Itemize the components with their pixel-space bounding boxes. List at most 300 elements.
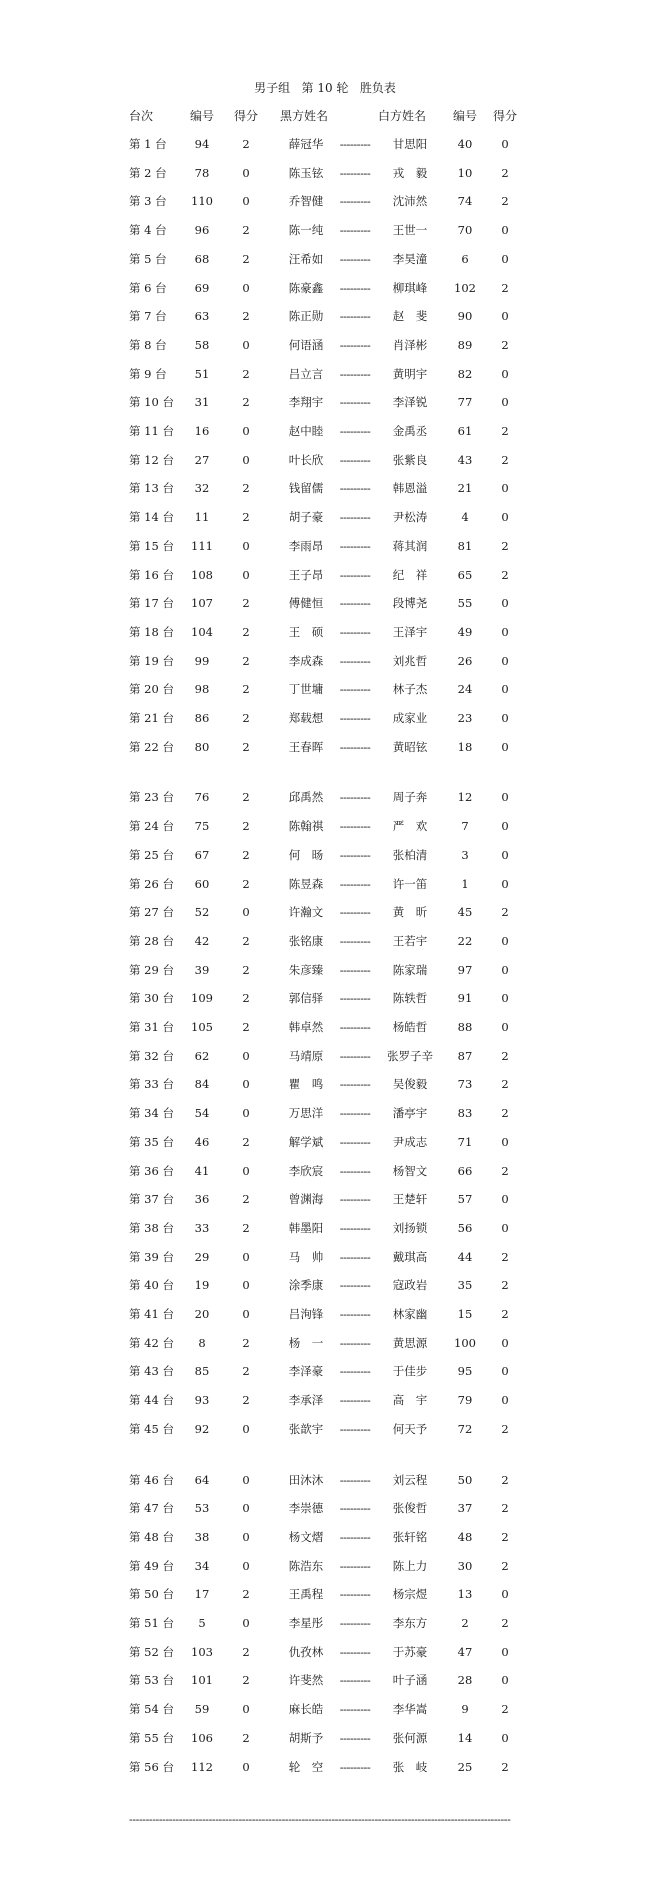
black-name-cell: 陈玉铉 bbox=[288, 166, 324, 180]
white-name-cell: 陈上力 bbox=[392, 1559, 428, 1573]
black-score-cell: 0 bbox=[242, 1559, 250, 1573]
black-no-cell: 33 bbox=[194, 1221, 210, 1235]
white-name-cell: 周子奔 bbox=[392, 790, 428, 804]
white-score-cell: 0 bbox=[501, 877, 509, 891]
header-white-no: 编号 bbox=[452, 109, 477, 123]
tai-cell: 第 38 台 bbox=[129, 1221, 174, 1235]
black-no-cell: 58 bbox=[194, 338, 210, 352]
white-no-cell: 65 bbox=[457, 568, 473, 582]
white-score-cell: 0 bbox=[501, 137, 509, 151]
table-row bbox=[0, 1390, 650, 1410]
white-no-cell: 4 bbox=[461, 510, 469, 524]
black-score-cell: 0 bbox=[242, 424, 250, 438]
black-score-cell: 2 bbox=[242, 740, 250, 754]
white-no-cell: 73 bbox=[457, 1077, 473, 1091]
black-no-cell: 41 bbox=[194, 1164, 210, 1178]
white-name-cell: 杨智文 bbox=[392, 1164, 428, 1178]
white-name-cell: 于苏豪 bbox=[392, 1645, 428, 1659]
white-name-cell: 赵 斐 bbox=[392, 309, 428, 323]
page-title: 男子组 第 10 轮 胜负表 bbox=[254, 81, 396, 95]
black-score-cell: 2 bbox=[242, 1364, 250, 1378]
tai-cell: 第 12 台 bbox=[129, 453, 174, 467]
black-name-cell: 李承泽 bbox=[288, 1393, 324, 1407]
white-no-cell: 97 bbox=[457, 963, 473, 977]
black-name-cell: 许瀚文 bbox=[288, 905, 324, 919]
table-row bbox=[0, 816, 650, 836]
black-name-cell: 轮 空 bbox=[288, 1760, 324, 1774]
black-no-cell: 36 bbox=[194, 1192, 210, 1206]
white-name-cell: 李东方 bbox=[392, 1616, 428, 1630]
tai-cell: 第 18 台 bbox=[129, 625, 174, 639]
separator-dashes: --------- bbox=[339, 1393, 371, 1407]
black-no-cell: 103 bbox=[191, 1645, 213, 1659]
white-no-cell: 9 bbox=[461, 1702, 469, 1716]
table-row bbox=[0, 1670, 650, 1690]
white-no-cell: 74 bbox=[457, 194, 473, 208]
tai-cell: 第 31 台 bbox=[129, 1020, 174, 1034]
black-no-cell: 92 bbox=[194, 1422, 210, 1436]
separator-dashes: --------- bbox=[339, 424, 371, 438]
separator-dashes: --------- bbox=[339, 711, 371, 725]
separator-dashes: --------- bbox=[339, 252, 371, 266]
white-score-cell: 2 bbox=[501, 1077, 509, 1091]
white-no-cell: 95 bbox=[457, 1364, 473, 1378]
separator-dashes: --------- bbox=[339, 453, 371, 467]
tai-cell: 第 29 台 bbox=[129, 963, 174, 977]
black-score-cell: 0 bbox=[242, 1501, 250, 1515]
black-score-cell: 0 bbox=[242, 1473, 250, 1487]
black-no-cell: 39 bbox=[194, 963, 210, 977]
white-no-cell: 37 bbox=[457, 1501, 473, 1515]
white-score-cell: 0 bbox=[501, 1020, 509, 1034]
table-row bbox=[0, 874, 650, 894]
separator-dashes: --------- bbox=[339, 1731, 371, 1745]
white-name-cell: 高 宇 bbox=[392, 1393, 428, 1407]
black-score-cell: 2 bbox=[242, 1336, 250, 1350]
table-row bbox=[0, 507, 650, 527]
table-row bbox=[0, 450, 650, 470]
black-name-cell: 陈正勋 bbox=[288, 309, 324, 323]
separator-dashes: --------- bbox=[339, 1702, 371, 1716]
white-no-cell: 44 bbox=[457, 1250, 473, 1264]
black-name-cell: 许斐然 bbox=[288, 1673, 324, 1687]
white-name-cell: 刘云程 bbox=[392, 1473, 428, 1487]
separator-dashes: --------- bbox=[339, 1135, 371, 1149]
separator-dashes: --------- bbox=[339, 682, 371, 696]
separator-dashes: --------- bbox=[339, 338, 371, 352]
white-no-cell: 71 bbox=[457, 1135, 473, 1149]
separator-dashes: --------- bbox=[339, 934, 371, 948]
white-name-cell: 戴琪高 bbox=[392, 1250, 428, 1264]
black-no-cell: 80 bbox=[194, 740, 210, 754]
separator-dashes: --------- bbox=[339, 1473, 371, 1487]
table-row bbox=[0, 1103, 650, 1123]
separator-dashes: --------- bbox=[339, 654, 371, 668]
white-score-cell: 2 bbox=[501, 1760, 509, 1774]
table-row bbox=[0, 1527, 650, 1547]
tai-cell: 第 45 台 bbox=[129, 1422, 174, 1436]
table-row bbox=[0, 565, 650, 585]
black-name-cell: 陈翰祺 bbox=[288, 819, 324, 833]
tai-cell: 第 26 台 bbox=[129, 877, 174, 891]
white-score-cell: 2 bbox=[501, 1250, 509, 1264]
table-row bbox=[0, 1757, 650, 1777]
black-no-cell: 104 bbox=[191, 625, 213, 639]
black-name-cell: 何 旸 bbox=[288, 848, 324, 862]
white-score-cell: 2 bbox=[501, 338, 509, 352]
black-name-cell: 乔智健 bbox=[288, 194, 324, 208]
black-name-cell: 张歆宇 bbox=[288, 1422, 324, 1436]
white-name-cell: 金禹丞 bbox=[392, 424, 428, 438]
table-row bbox=[0, 421, 650, 441]
white-score-cell: 0 bbox=[501, 596, 509, 610]
black-name-cell: 杨 一 bbox=[288, 1336, 324, 1350]
separator-dashes: --------- bbox=[339, 1077, 371, 1091]
black-no-cell: 69 bbox=[194, 281, 210, 295]
tai-cell: 第 49 台 bbox=[129, 1559, 174, 1573]
tai-cell: 第 42 台 bbox=[129, 1336, 174, 1350]
white-score-cell: 0 bbox=[501, 1192, 509, 1206]
white-score-cell: 0 bbox=[501, 223, 509, 237]
white-name-cell: 肖泽彬 bbox=[392, 338, 428, 352]
white-score-cell: 0 bbox=[501, 963, 509, 977]
tai-cell: 第 17 台 bbox=[129, 596, 174, 610]
black-no-cell: 5 bbox=[198, 1616, 206, 1630]
white-score-cell: 0 bbox=[501, 1221, 509, 1235]
white-no-cell: 14 bbox=[457, 1731, 473, 1745]
black-score-cell: 2 bbox=[242, 1673, 250, 1687]
bottom-rule: ------------------------------------------------------------------------------------------------------------------- bbox=[129, 1813, 511, 1826]
separator-dashes: --------- bbox=[339, 848, 371, 862]
black-score-cell: 0 bbox=[242, 568, 250, 582]
tai-cell: 第 1 台 bbox=[129, 137, 167, 151]
table-row bbox=[0, 306, 650, 326]
table-row bbox=[0, 1017, 650, 1037]
separator-dashes: --------- bbox=[339, 539, 371, 553]
black-score-cell: 2 bbox=[242, 991, 250, 1005]
black-name-cell: 韩墨阳 bbox=[288, 1221, 324, 1235]
black-score-cell: 2 bbox=[242, 877, 250, 891]
black-score-cell: 2 bbox=[242, 711, 250, 725]
black-no-cell: 99 bbox=[194, 654, 210, 668]
tai-cell: 第 20 台 bbox=[129, 682, 174, 696]
table-row bbox=[0, 278, 650, 298]
tai-cell: 第 28 台 bbox=[129, 934, 174, 948]
black-name-cell: 赵中睦 bbox=[288, 424, 324, 438]
white-score-cell: 2 bbox=[501, 194, 509, 208]
white-score-cell: 2 bbox=[501, 1422, 509, 1436]
white-no-cell: 89 bbox=[457, 338, 473, 352]
black-no-cell: 8 bbox=[198, 1336, 206, 1350]
table-row bbox=[0, 1699, 650, 1719]
white-score-cell: 2 bbox=[501, 539, 509, 553]
white-no-cell: 102 bbox=[454, 281, 476, 295]
black-name-cell: 朱彦臻 bbox=[288, 963, 324, 977]
black-name-cell: 田沐沐 bbox=[288, 1473, 324, 1487]
tai-cell: 第 35 台 bbox=[129, 1135, 174, 1149]
tai-cell: 第 53 台 bbox=[129, 1673, 174, 1687]
black-no-cell: 101 bbox=[191, 1673, 213, 1687]
separator-dashes: --------- bbox=[339, 1587, 371, 1601]
white-score-cell: 2 bbox=[501, 1049, 509, 1063]
white-no-cell: 12 bbox=[457, 790, 473, 804]
white-name-cell: 张轩铭 bbox=[392, 1530, 428, 1544]
black-score-cell: 0 bbox=[242, 1106, 250, 1120]
white-name-cell: 沈沛然 bbox=[392, 194, 428, 208]
black-no-cell: 46 bbox=[194, 1135, 210, 1149]
white-name-cell: 李泽锐 bbox=[392, 395, 428, 409]
tai-cell: 第 47 台 bbox=[129, 1501, 174, 1515]
separator-dashes: --------- bbox=[339, 991, 371, 1005]
white-no-cell: 24 bbox=[457, 682, 473, 696]
white-no-cell: 10 bbox=[457, 166, 473, 180]
black-no-cell: 76 bbox=[194, 790, 210, 804]
white-name-cell: 张何源 bbox=[392, 1731, 428, 1745]
black-name-cell: 胡子豪 bbox=[288, 510, 324, 524]
separator-dashes: --------- bbox=[339, 367, 371, 381]
tai-cell: 第 22 台 bbox=[129, 740, 174, 754]
tai-cell: 第 25 台 bbox=[129, 848, 174, 862]
black-score-cell: 0 bbox=[242, 1616, 250, 1630]
tai-cell: 第 48 台 bbox=[129, 1530, 174, 1544]
black-score-cell: 2 bbox=[242, 252, 250, 266]
white-name-cell: 寇政岩 bbox=[392, 1278, 428, 1292]
black-score-cell: 2 bbox=[242, 1645, 250, 1659]
white-name-cell: 林子杰 bbox=[392, 682, 428, 696]
white-no-cell: 25 bbox=[457, 1760, 473, 1774]
tai-cell: 第 2 台 bbox=[129, 166, 167, 180]
white-score-cell: 2 bbox=[501, 1106, 509, 1120]
black-name-cell: 马靖原 bbox=[288, 1049, 324, 1063]
table-row bbox=[0, 1728, 650, 1748]
white-name-cell: 刘扬锁 bbox=[392, 1221, 428, 1235]
black-score-cell: 2 bbox=[242, 1587, 250, 1601]
black-no-cell: 63 bbox=[194, 309, 210, 323]
white-score-cell: 0 bbox=[501, 740, 509, 754]
black-score-cell: 0 bbox=[242, 1049, 250, 1063]
black-no-cell: 31 bbox=[194, 395, 210, 409]
table-row bbox=[0, 622, 650, 642]
separator-dashes: --------- bbox=[339, 510, 371, 524]
white-score-cell: 0 bbox=[501, 1645, 509, 1659]
table-row bbox=[0, 960, 650, 980]
black-score-cell: 2 bbox=[242, 596, 250, 610]
tai-cell: 第 9 台 bbox=[129, 367, 167, 381]
tai-cell: 第 37 台 bbox=[129, 1192, 174, 1206]
black-name-cell: 何语涵 bbox=[288, 338, 324, 352]
separator-dashes: --------- bbox=[339, 1336, 371, 1350]
white-name-cell: 王泽宇 bbox=[392, 625, 428, 639]
black-score-cell: 0 bbox=[242, 1250, 250, 1264]
black-score-cell: 2 bbox=[242, 625, 250, 639]
table-row bbox=[0, 335, 650, 355]
white-no-cell: 70 bbox=[457, 223, 473, 237]
black-name-cell: 瞿 鸣 bbox=[288, 1077, 324, 1091]
white-no-cell: 3 bbox=[461, 848, 469, 862]
table-row bbox=[0, 1275, 650, 1295]
black-score-cell: 2 bbox=[242, 682, 250, 696]
white-name-cell: 杨皓哲 bbox=[392, 1020, 428, 1034]
white-score-cell: 2 bbox=[501, 1530, 509, 1544]
black-no-cell: 38 bbox=[194, 1530, 210, 1544]
white-no-cell: 90 bbox=[457, 309, 473, 323]
separator-dashes: --------- bbox=[339, 1501, 371, 1515]
white-name-cell: 严 欢 bbox=[392, 819, 428, 833]
black-no-cell: 108 bbox=[191, 568, 213, 582]
white-no-cell: 57 bbox=[457, 1192, 473, 1206]
white-no-cell: 81 bbox=[457, 539, 473, 553]
black-no-cell: 29 bbox=[194, 1250, 210, 1264]
white-name-cell: 王若宇 bbox=[392, 934, 428, 948]
black-name-cell: 吕立言 bbox=[288, 367, 324, 381]
table-row bbox=[0, 787, 650, 807]
black-score-cell: 2 bbox=[242, 1135, 250, 1149]
white-score-cell: 0 bbox=[501, 848, 509, 862]
tai-cell: 第 30 台 bbox=[129, 991, 174, 1005]
header-white-score: 得分 bbox=[492, 109, 517, 123]
white-score-cell: 0 bbox=[501, 395, 509, 409]
white-name-cell: 林家幽 bbox=[392, 1307, 428, 1321]
table-row bbox=[0, 392, 650, 412]
white-score-cell: 2 bbox=[501, 1278, 509, 1292]
white-score-cell: 2 bbox=[501, 1473, 509, 1487]
white-name-cell: 尹成志 bbox=[392, 1135, 428, 1149]
white-no-cell: 7 bbox=[461, 819, 469, 833]
tai-cell: 第 36 台 bbox=[129, 1164, 174, 1178]
black-no-cell: 54 bbox=[194, 1106, 210, 1120]
tai-cell: 第 40 台 bbox=[129, 1278, 174, 1292]
separator-dashes: --------- bbox=[339, 481, 371, 495]
black-no-cell: 110 bbox=[191, 194, 213, 208]
black-no-cell: 59 bbox=[194, 1702, 210, 1716]
black-score-cell: 0 bbox=[242, 281, 250, 295]
table-row bbox=[0, 1304, 650, 1324]
white-no-cell: 26 bbox=[457, 654, 473, 668]
black-no-cell: 85 bbox=[194, 1364, 210, 1378]
white-no-cell: 30 bbox=[457, 1559, 473, 1573]
table-row bbox=[0, 1613, 650, 1633]
white-no-cell: 23 bbox=[457, 711, 473, 725]
tai-cell: 第 11 台 bbox=[129, 424, 174, 438]
black-score-cell: 2 bbox=[242, 654, 250, 668]
separator-dashes: --------- bbox=[339, 137, 371, 151]
black-score-cell: 2 bbox=[242, 1731, 250, 1745]
white-score-cell: 2 bbox=[501, 453, 509, 467]
white-score-cell: 0 bbox=[501, 1731, 509, 1745]
white-score-cell: 0 bbox=[501, 309, 509, 323]
black-score-cell: 2 bbox=[242, 510, 250, 524]
tai-cell: 第 8 台 bbox=[129, 338, 167, 352]
white-no-cell: 56 bbox=[457, 1221, 473, 1235]
black-name-cell: 郭信驿 bbox=[288, 991, 324, 1005]
white-no-cell: 18 bbox=[457, 740, 473, 754]
black-name-cell: 马 帅 bbox=[288, 1250, 324, 1264]
separator-dashes: --------- bbox=[339, 596, 371, 610]
black-name-cell: 陈浩东 bbox=[288, 1559, 324, 1573]
black-score-cell: 0 bbox=[242, 1760, 250, 1774]
separator-dashes: --------- bbox=[339, 1645, 371, 1659]
white-no-cell: 77 bbox=[457, 395, 473, 409]
white-score-cell: 2 bbox=[501, 424, 509, 438]
white-name-cell: 尹松涛 bbox=[392, 510, 428, 524]
white-name-cell: 陈轶哲 bbox=[392, 991, 428, 1005]
white-name-cell: 王世一 bbox=[392, 223, 428, 237]
tai-cell: 第 55 台 bbox=[129, 1731, 174, 1745]
black-no-cell: 84 bbox=[194, 1077, 210, 1091]
white-score-cell: 0 bbox=[501, 481, 509, 495]
header-white-name: 白方姓名 bbox=[377, 109, 426, 123]
black-name-cell: 陈昱森 bbox=[288, 877, 324, 891]
tai-cell: 第 46 台 bbox=[129, 1473, 174, 1487]
table-row bbox=[0, 737, 650, 757]
black-name-cell: 李雨昂 bbox=[288, 539, 324, 553]
black-no-cell: 94 bbox=[194, 137, 210, 151]
white-score-cell: 2 bbox=[501, 568, 509, 582]
table-row bbox=[0, 1074, 650, 1094]
separator-dashes: --------- bbox=[339, 1020, 371, 1034]
table-row bbox=[0, 1556, 650, 1576]
black-score-cell: 2 bbox=[242, 1221, 250, 1235]
tai-cell: 第 41 台 bbox=[129, 1307, 174, 1321]
white-name-cell: 李昊潼 bbox=[392, 252, 428, 266]
black-no-cell: 68 bbox=[194, 252, 210, 266]
black-score-cell: 0 bbox=[242, 453, 250, 467]
table-row bbox=[0, 364, 650, 384]
white-name-cell: 张柏清 bbox=[392, 848, 428, 862]
white-no-cell: 1 bbox=[461, 877, 469, 891]
tai-cell: 第 39 台 bbox=[129, 1250, 174, 1264]
white-score-cell: 0 bbox=[501, 510, 509, 524]
black-score-cell: 0 bbox=[242, 194, 250, 208]
white-name-cell: 何天予 bbox=[392, 1422, 428, 1436]
white-name-cell: 杨宗煜 bbox=[392, 1587, 428, 1601]
separator-dashes: --------- bbox=[339, 740, 371, 754]
black-name-cell: 李星彤 bbox=[288, 1616, 324, 1630]
white-no-cell: 55 bbox=[457, 596, 473, 610]
white-no-cell: 50 bbox=[457, 1473, 473, 1487]
white-name-cell: 张 岐 bbox=[392, 1760, 428, 1774]
black-name-cell: 吕洵锋 bbox=[288, 1307, 324, 1321]
separator-dashes: --------- bbox=[339, 877, 371, 891]
black-name-cell: 邱禹然 bbox=[288, 790, 324, 804]
table-row bbox=[0, 1419, 650, 1439]
separator-dashes: --------- bbox=[339, 1106, 371, 1120]
black-score-cell: 0 bbox=[242, 1702, 250, 1716]
separator-dashes: --------- bbox=[339, 1192, 371, 1206]
white-name-cell: 于佳步 bbox=[392, 1364, 428, 1378]
black-name-cell: 李泽豪 bbox=[288, 1364, 324, 1378]
white-no-cell: 35 bbox=[457, 1278, 473, 1292]
white-name-cell: 张罗子辛 bbox=[387, 1049, 433, 1063]
header-black-no: 编号 bbox=[189, 109, 214, 123]
tai-cell: 第 3 台 bbox=[129, 194, 167, 208]
black-name-cell: 万思洋 bbox=[288, 1106, 324, 1120]
black-no-cell: 86 bbox=[194, 711, 210, 725]
black-name-cell: 丁世墉 bbox=[288, 682, 324, 696]
white-name-cell: 黄明宇 bbox=[392, 367, 428, 381]
black-no-cell: 42 bbox=[194, 934, 210, 948]
tai-cell: 第 6 台 bbox=[129, 281, 167, 295]
table-row bbox=[0, 902, 650, 922]
tai-cell: 第 19 台 bbox=[129, 654, 174, 668]
separator-dashes: --------- bbox=[339, 1673, 371, 1687]
separator-dashes: --------- bbox=[339, 1422, 371, 1436]
white-score-cell: 0 bbox=[501, 991, 509, 1005]
black-no-cell: 64 bbox=[194, 1473, 210, 1487]
black-no-cell: 98 bbox=[194, 682, 210, 696]
tai-cell: 第 56 台 bbox=[129, 1760, 174, 1774]
separator-dashes: --------- bbox=[339, 1221, 371, 1235]
